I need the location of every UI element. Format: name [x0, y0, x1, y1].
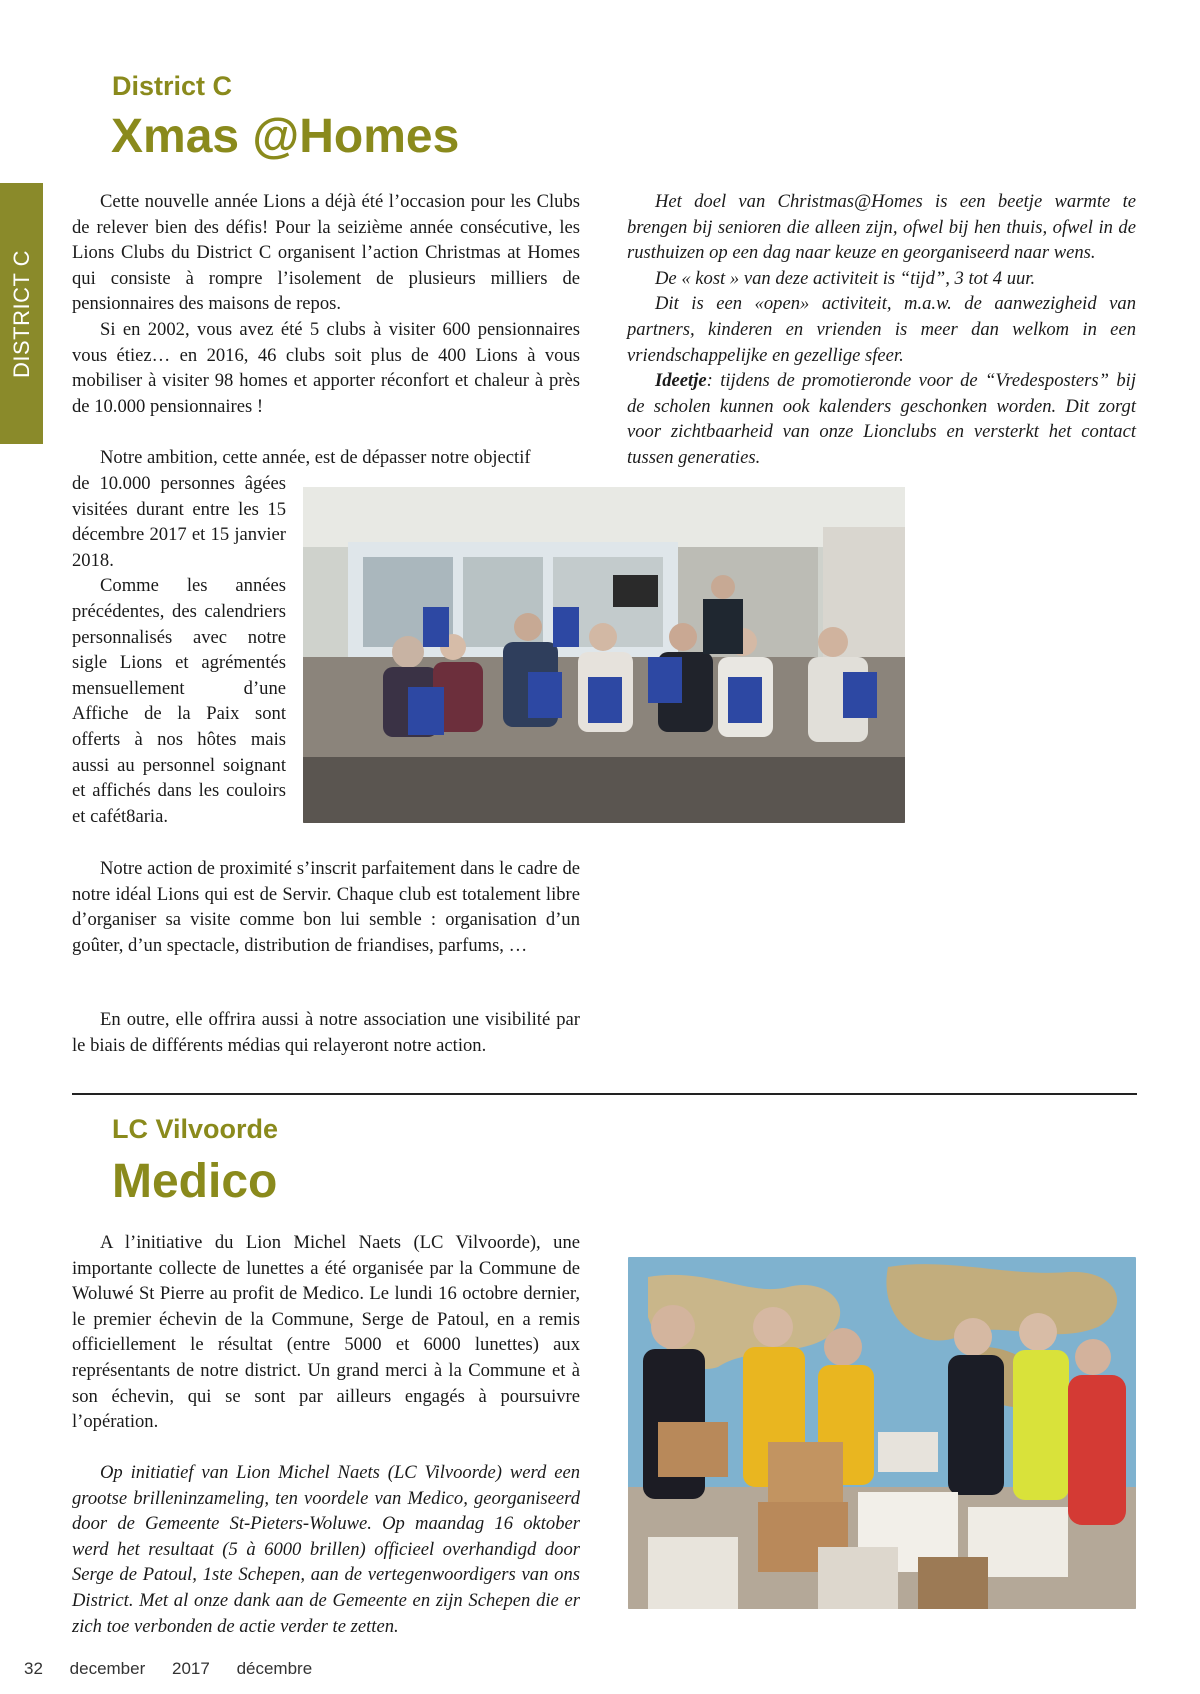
footer-month-fr: décembre [236, 1659, 313, 1678]
nl-cost: De « kost » van deze activiteit is “tijd”, 3 tot 4 uur. [655, 267, 1036, 289]
fr-ambition-lead [72, 445, 580, 471]
page-footer [24, 1659, 334, 1679]
fr-intro: Cette nouvelle année Lions a déjà été l’occasion pour les Clubs de relever bien des défis! Pour la seizième année consécutive, les Lions Clubs du District C organisent l’action Christmas at Homes qui consiste à rompre l’isolement de plusieurs milliers de pensionnaires des maisons de repos. [72, 191, 580, 315]
article1-fr-body [72, 189, 580, 419]
fr-proximity: Notre action de proximité s’inscrit parfaitement dans le cadre de notre idéal Lions qui est de Servir. Chaque club est totalement libre d’organiser sa visite comme bon lui semble : organisation d’un goûter, d’un spectacle, distribution de friandises, parfums, … [72, 858, 580, 956]
photo-medico-glasses [628, 1257, 1136, 1609]
page-number: 32 [24, 1659, 43, 1678]
section-tab-label: DISTRICT C [8, 249, 34, 378]
nl-open: Dit is een «open» activiteit, m.a.w. de aanwezigheid van partners, kinderen en vrienden is meer dan welkom in een vriendschappelijke en gezellige sfeer. [627, 293, 1136, 366]
medico-fr-text: A l’initiative du Lion Michel Naets (LC Vilvoorde), une importante collecte de lunettes a été organisée par la Commune de Woluwé St Pierre au profit de Medico. Le lundi 16 octobre dernier, le premier échevin de la Commune, Serge de Patoul, en a remis officiellement le résultat (entre 5000 et 6000 lunettes) aux représentants de notre district. Un grand merci à la Commune et à son échevin, qui se sont par ailleurs engagés à poursuivre l’opération. [72, 1232, 580, 1433]
fr-ambition-rest: de 10.000 personnes âgées visitées durant entre les 15 décembre 2017 et 15 janvier 2018. [72, 473, 286, 571]
article2-nl-block [72, 1460, 580, 1639]
fr-visibility: En outre, elle offrira aussi à notre association une visibilité par le biais de différents médias qui relayeront notre action. [72, 1009, 580, 1056]
fr-ambition-lead-text: Notre ambition, cette année, est de dépasser notre objectif [100, 447, 531, 468]
footer-month-nl: december [69, 1659, 146, 1678]
article2-fr-block [72, 1230, 580, 1435]
nl-tip [627, 368, 1136, 470]
fr-stats: Si en 2002, vous avez été 5 clubs à visiter 600 pensionnaires vous étiez… en 2016, 46 clubs soit plus de 400 Lions à vous mobiliser à visiter 98 homes et apporter réconfort et chaleur à près de 10.000 pensionnaires ! [72, 318, 580, 417]
section-tab [0, 183, 43, 444]
article1-nl-body [627, 189, 1136, 471]
fr-calendars: Comme les années précédentes, des calendriers personnalisés avec notre sigle Lions et agrémentés mensuellement d’une Affiche de la Paix sont offerts à nos hôtes mais aussi au personnel soignant et affichés dans les couloirs et cafét8aria. [72, 575, 286, 827]
nl-tip-label: Ideetje [655, 370, 707, 392]
fr-visibility-block [72, 1007, 580, 1058]
article2-title: Medico [112, 1155, 278, 1208]
nl-tip-text: : tijdens de promotieronde voor de “Vredesposters” bij de scholen kunnen ook kalenders geschonken worden. Dit zorgt voor zichtbaarheid van onze Lionclubs en versterkt het contact tussen generaties. [627, 370, 1136, 468]
fr-proximity-block [72, 856, 580, 958]
section-divider [72, 1093, 1137, 1095]
medico-nl-text: Op initiatief van Lion Michel Naets (LC Vilvoorde) werd een grootse brilleninzameling, ten voordele van Medico, georganiseerd door de Gemeente St-Pieters-Woluwe. Op maandag 16 oktober werd het resultaat (5 à 6000 brillen) officieel overhandigd door Serge de Patoul, 1ste Schepen, aan de vertegenwoordigers van ons District. Met al onze dank aan de Gemeente en zijn Schepen die er zich toe verbonden de actie verder te zetten. [72, 1462, 580, 1637]
article1-title: Xmas @Homes [111, 110, 460, 163]
footer-year: 2017 [172, 1659, 210, 1678]
photo-residents-calendars [303, 487, 905, 823]
nl-goal: Het doel van Christmas@Homes is een beetje warmte te brengen bij senioren die alleen zijn, ofwel bij hen thuis, ofwel in de rusthuizen op een dag naar keuze en georganiseerd naar wens. [627, 191, 1136, 264]
fr-narrow-column [72, 471, 286, 829]
article1-kicker: District C [112, 71, 233, 101]
article2-kicker: LC Vilvoorde [112, 1114, 279, 1144]
